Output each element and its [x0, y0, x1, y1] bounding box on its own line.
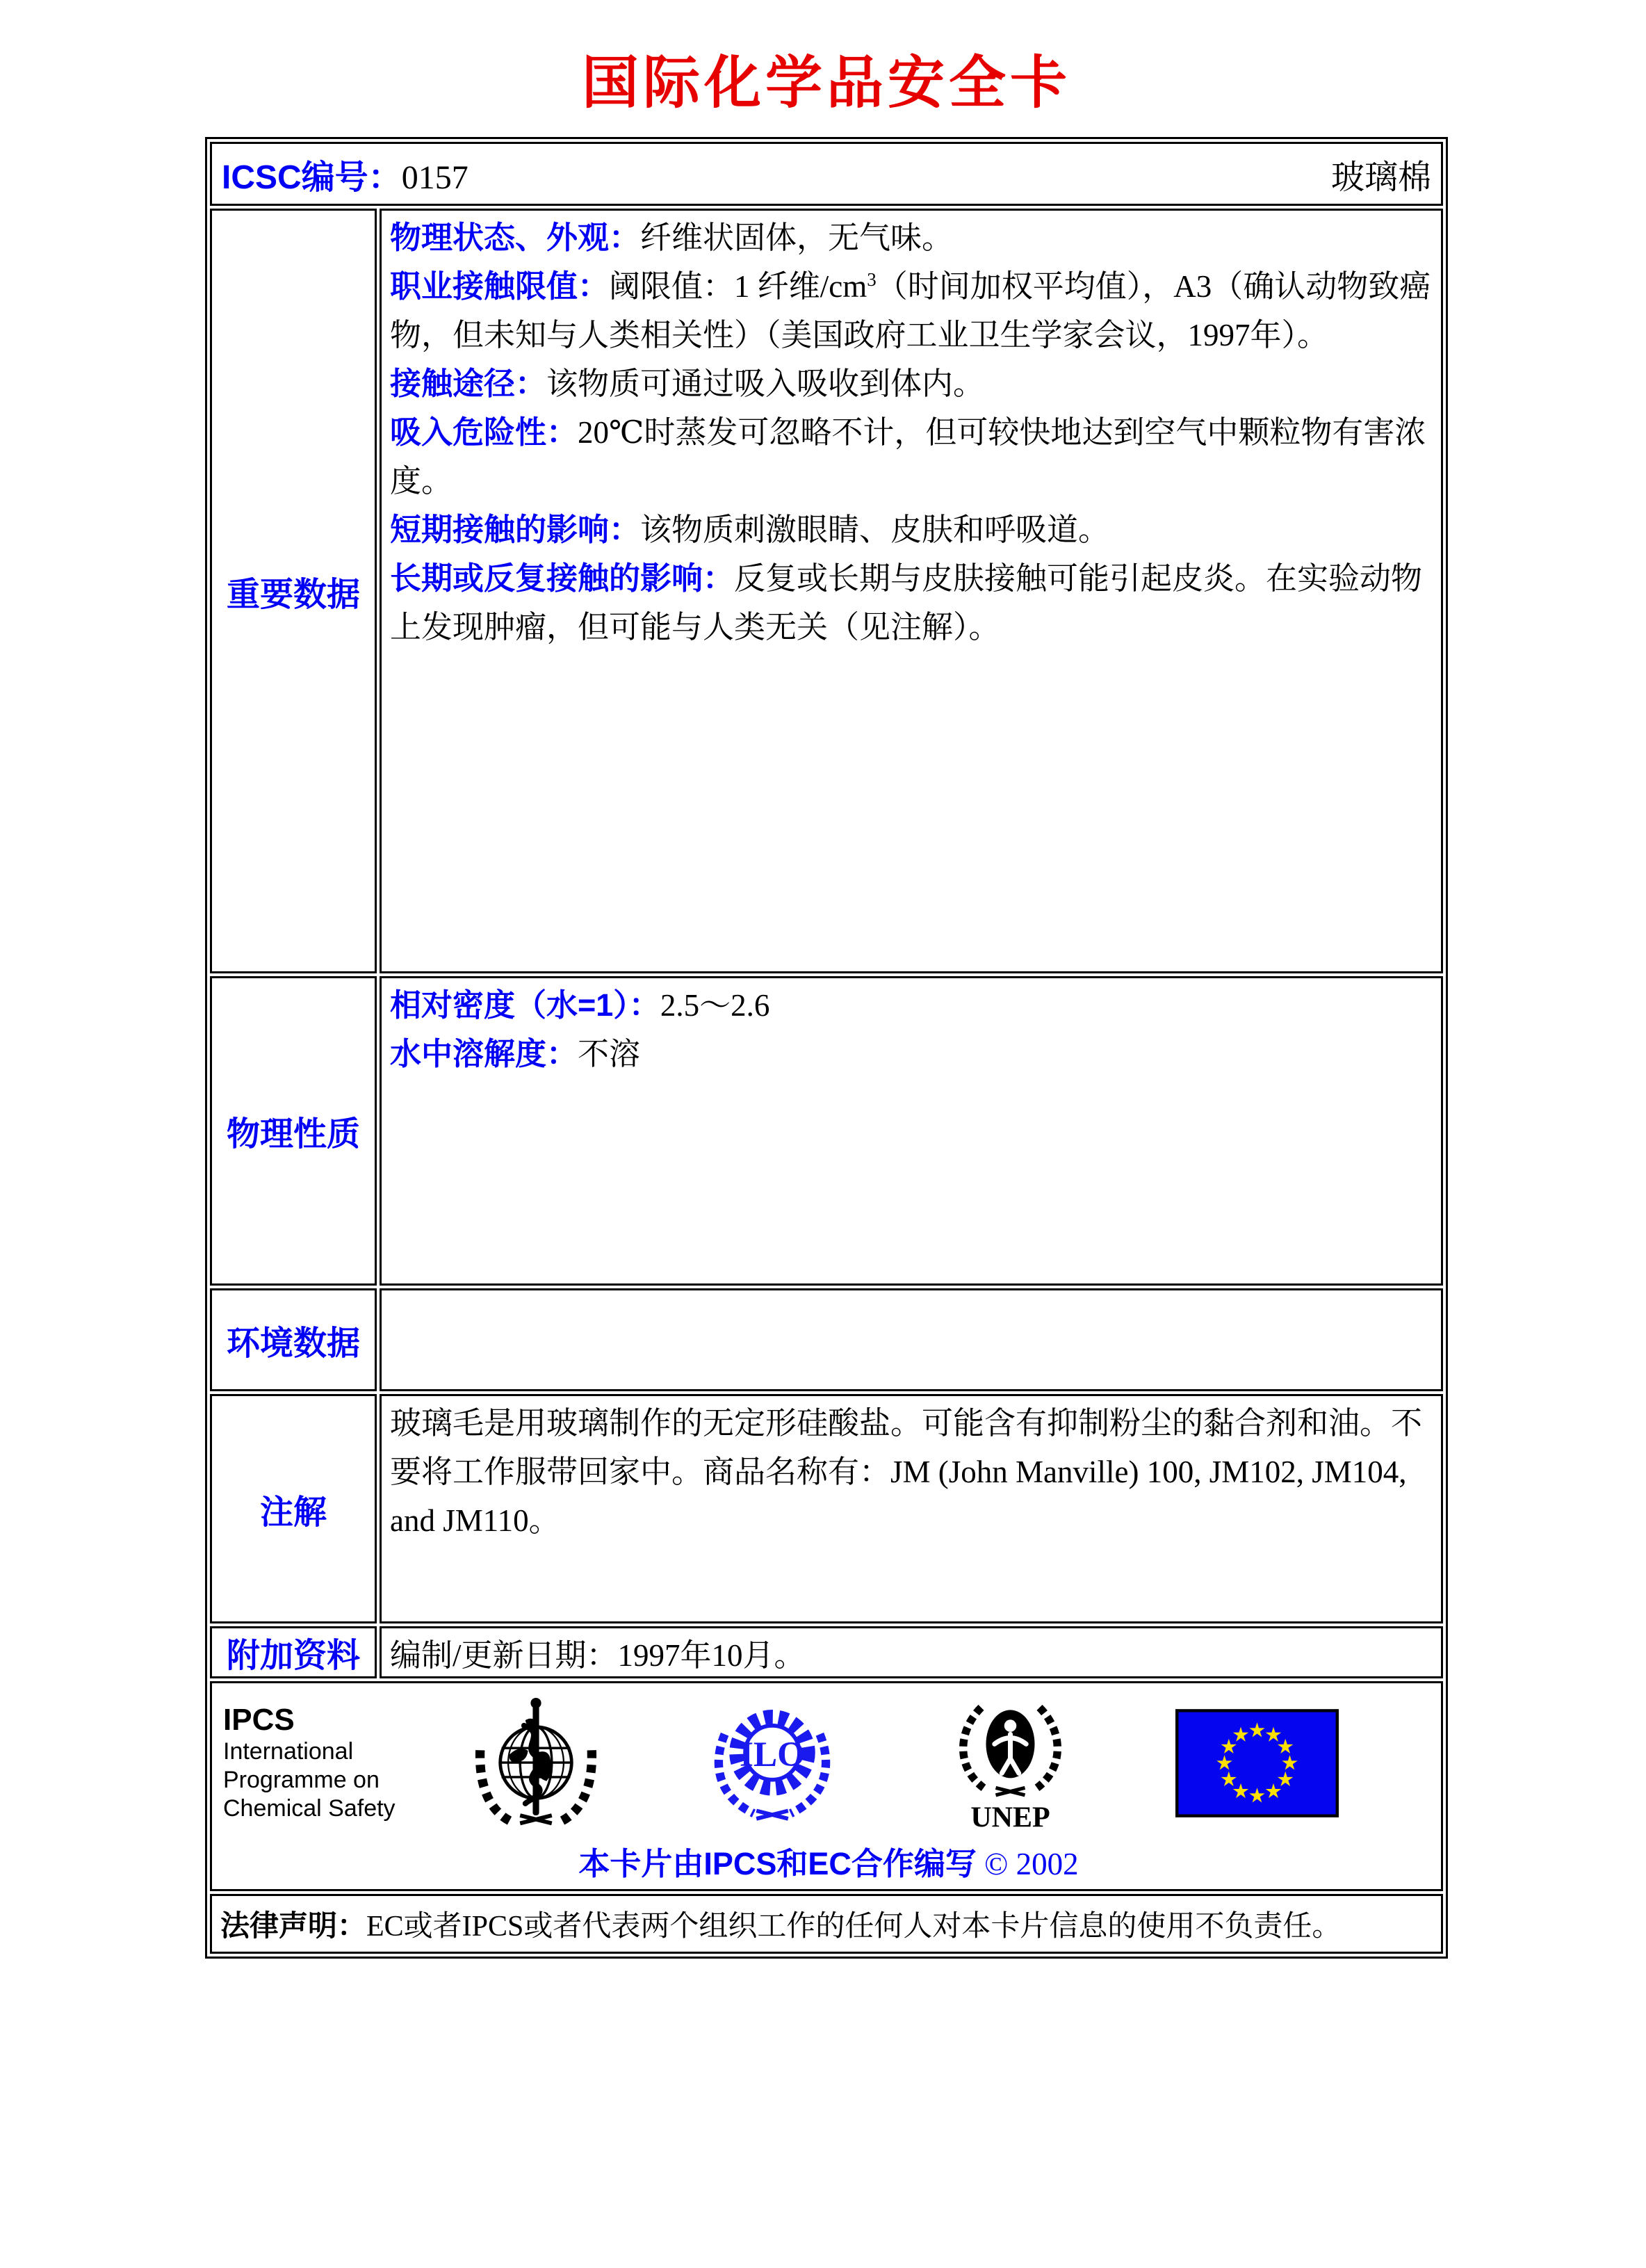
section-label-text: 重要数据: [226, 576, 360, 613]
field-label: 职业接触限值：: [390, 268, 610, 304]
notes-text: 玻璃毛是用玻璃制作的无定形硅酸盐。可能含有抑制粉尘的黏合剂和油。不要将工作服带回家中。商品名称有：JM (John Manville) 100, JM102, JM104, and JM110。: [390, 1406, 1423, 1538]
section-label-text: 注解: [259, 1493, 327, 1531]
field-value: 20℃时蒸发可忽略不计，但可较快地达到空气中颗粒物有害浓度。: [390, 415, 1426, 499]
field-value: 纤维状固体，无气味。: [640, 220, 954, 255]
ipcs-line: International: [223, 1738, 354, 1765]
credit-line: [223, 1838, 1434, 1884]
section-label-environmental: [210, 1288, 377, 1391]
legal-cell: [210, 1894, 1443, 1954]
credit-text: 本卡片由IPCS和EC合作编写: [578, 1846, 977, 1881]
footer-row: [210, 1681, 1443, 1891]
ipcs-line: Programme on: [223, 1767, 380, 1793]
field-water-solubility: [390, 1030, 1433, 1078]
field-label: 长期或反复接触的影响：: [390, 560, 735, 596]
additional-info-row: [210, 1626, 1443, 1678]
physical-properties-content: [380, 976, 1443, 1286]
notes-row: [210, 1394, 1443, 1623]
header-row: [210, 142, 1443, 206]
ilo-logo-icon: [706, 1697, 838, 1829]
field-value: 不溶: [578, 1037, 641, 1071]
ipcs-line: Chemical Safety: [223, 1795, 396, 1822]
important-data-content: [380, 209, 1443, 973]
notes-content: [380, 1394, 1443, 1623]
field-label: 短期接触的影响：: [390, 512, 641, 547]
field-value: 反复或长期与皮肤接触可能引起皮炎。在实验动物上发现肿瘤，但可能与人类无关（见注解）。: [390, 561, 1423, 645]
ipcs-text-block: [223, 1703, 432, 1823]
section-label-important: [210, 209, 377, 973]
environmental-data-row: [210, 1288, 1443, 1391]
legal-label: 法律声明：: [220, 1909, 367, 1942]
section-label-text: 环境数据: [226, 1325, 360, 1362]
physical-properties-row: [210, 976, 1443, 1286]
icsc-number-value: 0157: [401, 159, 468, 196]
section-label-notes: [210, 1394, 377, 1623]
ipcs-acronym: IPCS: [223, 1703, 295, 1737]
field-value: 阈限值：1 纤维/cm: [609, 269, 867, 304]
field-long-term-effects: [390, 554, 1433, 651]
footer-cell: [210, 1681, 1443, 1891]
ilo-monogram: ILO: [739, 1734, 806, 1774]
field-value: 编制/更新日期：1997年10月。: [390, 1638, 806, 1673]
environmental-data-content: [380, 1288, 1443, 1391]
who-logo-icon: [470, 1694, 602, 1833]
field-exposure-routes: [390, 359, 1433, 408]
substance-name: 玻璃棉: [1330, 159, 1431, 196]
credit-copyright: © 2002: [984, 1847, 1079, 1881]
legal-text: EC或者IPCS或者代表两个组织工作的任何人对本卡片信息的使用不负责任。: [366, 1911, 1342, 1943]
field-physical-state: [390, 213, 1433, 262]
field-relative-density: [390, 981, 1433, 1030]
field-label: 物理状态、外观：: [390, 220, 641, 255]
field-value: （时间加权平均值），A3（确认动物致癌物，但未知与人类相关性）（美国政府工业卫生学家会议，1997年）。: [390, 269, 1431, 353]
field-inhalation-risk: [390, 408, 1433, 505]
field-value: 该物质可通过吸入吸收到体内。: [546, 366, 985, 401]
field-value: 2.5～2.6: [660, 988, 770, 1023]
section-label-text: 物理性质: [226, 1116, 360, 1153]
section-label-physical: [210, 976, 377, 1286]
icsc-table: [205, 137, 1448, 1959]
section-label-text: 附加资料: [226, 1637, 360, 1674]
icsc-number-field: [222, 150, 468, 198]
section-label-additional: [210, 1626, 377, 1678]
superscript: 3: [867, 269, 877, 290]
field-label: 吸入危险性：: [390, 414, 578, 450]
eu-flag-icon: [1175, 1709, 1339, 1817]
unep-caption: UNEP: [970, 1801, 1050, 1834]
field-short-term-effects: [390, 505, 1433, 554]
header-cell: [210, 142, 1443, 206]
field-label: 接触途径：: [390, 366, 547, 401]
logo-row: [223, 1692, 1434, 1834]
page-title: 国际化学品安全卡: [581, 51, 1071, 115]
icsc-number-label: ICSC编号：: [222, 159, 402, 196]
icsc-card-page: [0, 38, 1646, 2268]
unep-logo-icon: [950, 1692, 1071, 1834]
field-value: 该物质刺激眼睛、皮肤和呼吸道。: [640, 512, 1110, 547]
field-label: 水中溶解度：: [390, 1036, 578, 1071]
field-label: 相对密度（水=1）：: [390, 987, 660, 1023]
legal-row: [210, 1894, 1443, 1954]
field-occupational-limits: [390, 262, 1433, 359]
important-data-row: [210, 209, 1443, 973]
additional-info-content: [380, 1626, 1443, 1678]
